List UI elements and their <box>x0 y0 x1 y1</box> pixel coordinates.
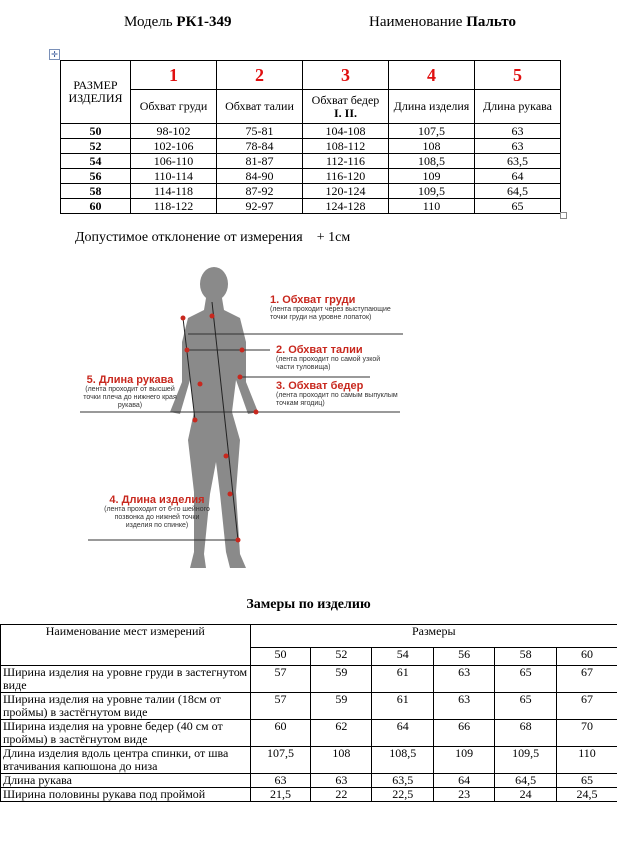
size-column-header: 52 <box>311 648 372 666</box>
value-cell: 59 <box>311 666 372 693</box>
value-cell: 110 <box>557 747 617 774</box>
value-cell: 63 <box>250 774 311 788</box>
value-cell: 70 <box>557 720 617 747</box>
table-row <box>61 124 561 139</box>
value-cell: 75-81 <box>217 124 303 139</box>
size-table-body <box>61 124 561 214</box>
column-name: Длина изделия <box>389 90 475 124</box>
label-waist <box>276 344 396 372</box>
model-label: Модель <box>124 14 173 30</box>
place-name: Длина изделия вдоль центра спинки, от шва втачивания капюшона до низа <box>1 747 251 774</box>
size-table <box>60 60 561 214</box>
measurements-title: Замеры по изделию <box>246 597 371 612</box>
size-column-header: 56 <box>434 648 495 666</box>
label-title: 1. Обхват груди <box>270 294 356 306</box>
label-title: 5. Длина рукава <box>86 374 174 386</box>
value-cell: 114-118 <box>131 184 217 199</box>
label-sleeve <box>82 374 178 410</box>
value-cell: 118-122 <box>131 199 217 214</box>
table-row <box>1 774 617 788</box>
value-cell: 81-87 <box>217 154 303 169</box>
size-cell: 50 <box>61 124 131 139</box>
value-cell: 108-112 <box>303 139 389 154</box>
value-cell: 112-116 <box>303 154 389 169</box>
value-cell: 124-128 <box>303 199 389 214</box>
value-cell: 108 <box>311 747 372 774</box>
table-row <box>1 666 617 693</box>
table-row <box>61 169 561 184</box>
size-cell: 52 <box>61 139 131 154</box>
value-cell: 24 <box>495 788 557 802</box>
table-row <box>61 184 561 199</box>
value-cell: 62 <box>311 720 372 747</box>
label-note: (лента проходит через выступающие точки груди на уровне лопаток) <box>270 306 391 321</box>
value-cell: 63 <box>475 124 561 139</box>
value-cell: 63,5 <box>475 154 561 169</box>
model-header <box>124 14 231 31</box>
column-number: 2 <box>217 61 303 90</box>
place-name: Ширина изделия на уровне груди в застегнутом виде <box>1 666 251 693</box>
value-cell: 63 <box>434 666 495 693</box>
value-cell: 109,5 <box>389 184 475 199</box>
place-name: Ширина половины рукава под проймой <box>1 788 251 802</box>
place-name: Длина рукава <box>1 774 251 788</box>
value-cell: 21,5 <box>250 788 311 802</box>
column-name: Обхват талии <box>217 90 303 124</box>
value-cell: 87-92 <box>217 184 303 199</box>
label-chest <box>270 294 410 322</box>
name-label: Наименование <box>369 14 463 30</box>
measurements-body <box>1 666 617 802</box>
name-value: Пальто <box>466 14 516 30</box>
value-cell: 64 <box>475 169 561 184</box>
column-number: 4 <box>389 61 475 90</box>
value-cell: 59 <box>311 693 372 720</box>
value-cell: 108,5 <box>372 747 434 774</box>
tolerance-text: Допустимое отклонение от измерения <box>75 230 303 245</box>
value-cell: 109 <box>389 169 475 184</box>
value-cell: 102-106 <box>131 139 217 154</box>
model-value: РК1-349 <box>176 14 232 30</box>
value-cell: 60 <box>250 720 311 747</box>
value-cell: 65 <box>475 199 561 214</box>
size-header: РАЗМЕР ИЗДЕЛИЯ <box>68 78 123 105</box>
column-number: 1 <box>131 61 217 90</box>
value-cell: 63 <box>311 774 372 788</box>
value-cell: 108 <box>389 139 475 154</box>
value-cell: 108,5 <box>389 154 475 169</box>
value-cell: 64,5 <box>495 774 557 788</box>
measurements-table <box>0 624 617 802</box>
value-cell: 22,5 <box>372 788 434 802</box>
value-cell: 64 <box>434 774 495 788</box>
value-cell: 98-102 <box>131 124 217 139</box>
value-cell: 65 <box>557 774 617 788</box>
column-number: 3 <box>303 61 389 90</box>
label-title: 3. Обхват бедер <box>276 380 364 392</box>
label-title: 2. Обхват талии <box>276 344 363 356</box>
column-number: 5 <box>475 61 561 90</box>
size-column-header: 50 <box>250 648 311 666</box>
value-cell: 107,5 <box>250 747 311 774</box>
value-cell: 120-124 <box>303 184 389 199</box>
value-cell: 61 <box>372 693 434 720</box>
table-row <box>1 720 617 747</box>
value-cell: 106-110 <box>131 154 217 169</box>
value-cell: 109 <box>434 747 495 774</box>
value-cell: 107,5 <box>389 124 475 139</box>
size-column-header: 58 <box>495 648 557 666</box>
label-title: 4. Длина изделия <box>109 494 205 506</box>
label-hips <box>276 380 416 408</box>
value-cell: 110-114 <box>131 169 217 184</box>
size-header-cell <box>61 61 131 124</box>
table-row <box>61 154 561 169</box>
value-cell: 61 <box>372 666 434 693</box>
value-cell: 68 <box>495 720 557 747</box>
place-header <box>1 625 251 666</box>
place-name: Ширина изделия на уровне талии (18см от проймы) в застёгнутом виде <box>1 693 251 720</box>
value-cell: 66 <box>434 720 495 747</box>
value-cell: 63 <box>475 139 561 154</box>
size-cell: 56 <box>61 169 131 184</box>
label-note: (лента проходит по самой узкой части туловища) <box>276 356 381 371</box>
tolerance-note <box>75 230 350 246</box>
measurement-figure <box>70 262 490 582</box>
label-note: (лента проходит от 6-го шейного позвонка до нижней точки изделия по спинке) <box>104 506 210 529</box>
value-cell: 24,5 <box>557 788 617 802</box>
value-cell: 65 <box>495 666 557 693</box>
column-name-extra: I. II. <box>333 105 357 120</box>
value-cell: 63 <box>434 693 495 720</box>
table-row <box>1 788 617 802</box>
value-cell: 110 <box>389 199 475 214</box>
size-cell: 60 <box>61 199 131 214</box>
column-name: Длина рукава <box>475 90 561 124</box>
value-cell: 57 <box>250 666 311 693</box>
label-length <box>102 494 212 530</box>
value-cell: 63,5 <box>372 774 434 788</box>
value-cell: 23 <box>434 788 495 802</box>
table-row <box>61 199 561 214</box>
value-cell: 104-108 <box>303 124 389 139</box>
size-cell: 54 <box>61 154 131 169</box>
place-name: Ширина изделия на уровне бедер (40 см от проймы) в застёгнутом виде <box>1 720 251 747</box>
table-resize-handle[interactable] <box>560 212 567 219</box>
table-row <box>1 693 617 720</box>
sizes-header: Размеры <box>250 625 617 648</box>
size-cell: 58 <box>61 184 131 199</box>
name-header <box>369 14 516 31</box>
label-note: (лента проходит от высшей точки плеча до нижнего края рукава) <box>83 386 177 409</box>
column-name: Обхват груди <box>131 90 217 124</box>
value-cell: 84-90 <box>217 169 303 184</box>
table-row <box>61 139 561 154</box>
size-column-header: 54 <box>372 648 434 666</box>
size-column-header: 60 <box>557 648 617 666</box>
value-cell: 65 <box>495 693 557 720</box>
value-cell: 64 <box>372 720 434 747</box>
column-name: Обхват бедер <box>311 92 380 107</box>
value-cell: 64,5 <box>475 184 561 199</box>
table-move-handle-icon[interactable]: ✛ <box>49 49 60 60</box>
column-name-cell <box>303 90 389 124</box>
value-cell: 67 <box>557 666 617 693</box>
value-cell: 116-120 <box>303 169 389 184</box>
value-cell: 78-84 <box>217 139 303 154</box>
value-cell: 92-97 <box>217 199 303 214</box>
value-cell: 67 <box>557 693 617 720</box>
place-header-text: Наименование мест измерений <box>45 624 205 638</box>
table-row <box>1 747 617 774</box>
value-cell: 57 <box>250 693 311 720</box>
tolerance-value: + 1см <box>316 230 351 245</box>
label-note: (лента проходит по самым выпуклым точкам ягодиц) <box>276 392 398 407</box>
value-cell: 109,5 <box>495 747 557 774</box>
value-cell: 22 <box>311 788 372 802</box>
